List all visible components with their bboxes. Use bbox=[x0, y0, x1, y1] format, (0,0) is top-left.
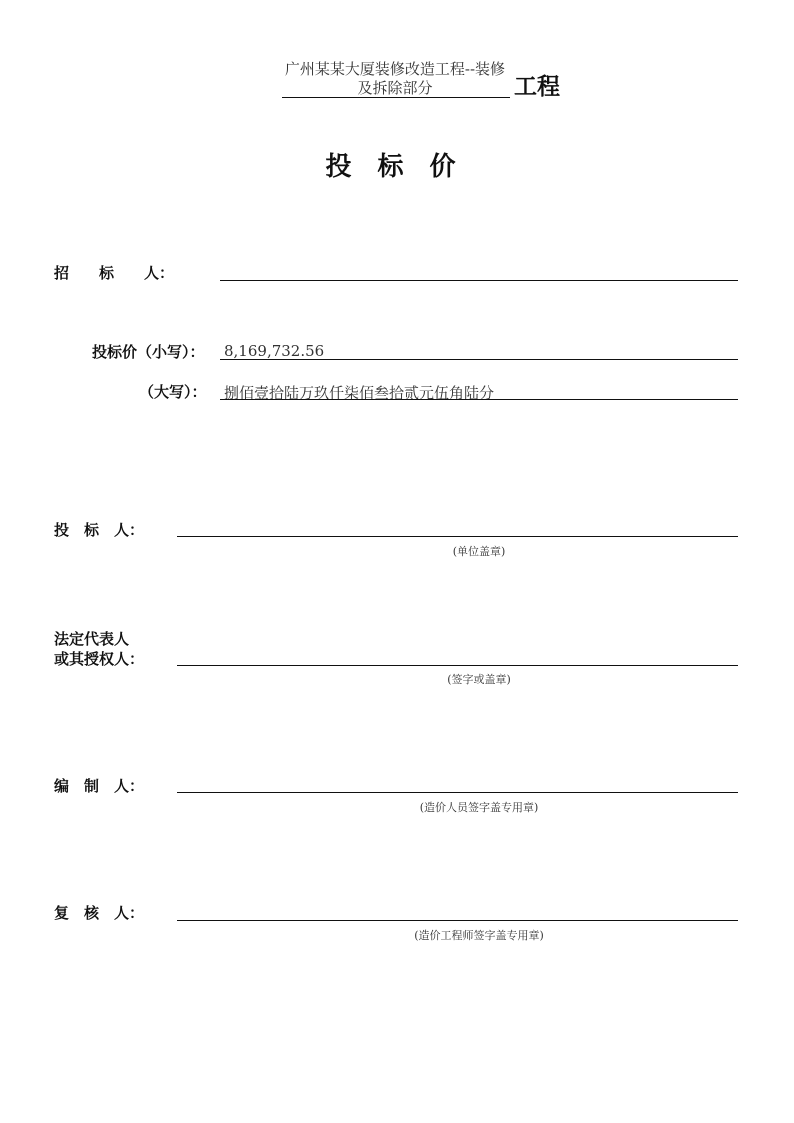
legal-rep-label-line2: 或其授权人： bbox=[54, 650, 145, 668]
compiler-label: 编 制 人： bbox=[54, 777, 145, 795]
compiler-note: (造价人员签字盖专用章) bbox=[419, 801, 539, 814]
project-name-underline bbox=[282, 97, 510, 98]
bid-price-lower-line bbox=[220, 359, 738, 360]
legal-rep-signature-line bbox=[177, 665, 738, 666]
bidder-note: (单位盖章) bbox=[452, 545, 506, 558]
bid-price-upper-value: 捌佰壹拾陆万玖仟柒佰叁拾贰元伍角陆分 bbox=[224, 384, 495, 402]
bidder-signature-line bbox=[177, 536, 738, 537]
reviewer-label: 复 核 人： bbox=[54, 904, 145, 922]
reviewer-note: (造价工程师签字盖专用章) bbox=[414, 929, 544, 942]
bid-price-upper-label: （大写）： bbox=[139, 383, 207, 401]
legal-rep-label-line1: 法定代表人 bbox=[54, 630, 130, 648]
project-name: 广州某某大厦装修改造工程--装修及拆除部分 bbox=[284, 60, 506, 97]
tenderer-signature-line bbox=[220, 280, 738, 281]
project-suffix: 工程 bbox=[514, 74, 560, 100]
bid-price-lower-value: 8,169,732.56 bbox=[224, 342, 325, 360]
tenderer-label: 招 标 人： bbox=[54, 264, 175, 282]
bid-price-lower-label: 投标价（小写）： bbox=[92, 343, 205, 361]
bid-price-upper-line bbox=[220, 399, 738, 400]
document-title: 投标价 bbox=[325, 152, 482, 182]
legal-rep-note: (签字或盖章) bbox=[447, 673, 511, 686]
bidder-label: 投 标 人： bbox=[54, 521, 145, 539]
compiler-signature-line bbox=[177, 792, 738, 793]
reviewer-signature-line bbox=[177, 920, 738, 921]
